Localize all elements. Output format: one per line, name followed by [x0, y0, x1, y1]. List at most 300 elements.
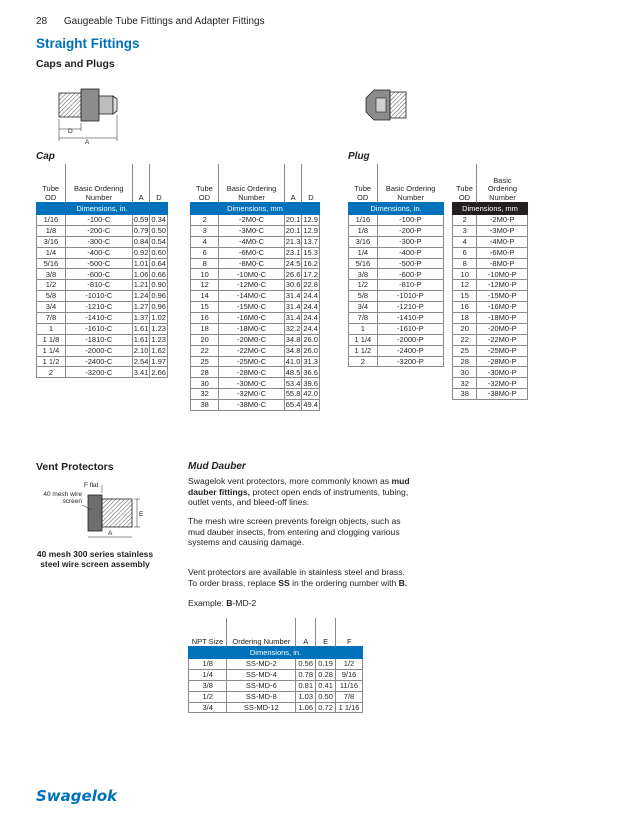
table-cell: 18	[191, 323, 219, 334]
table-cell: -32M0-C	[219, 389, 284, 400]
table-cell: -2400-P	[377, 345, 443, 356]
table-cell: 10	[453, 269, 477, 280]
table-cell: -38M0-C	[219, 400, 284, 411]
table-cell: -2000-P	[377, 334, 443, 345]
table-cell: -300-P	[377, 236, 443, 247]
table-cell: 0.28	[316, 669, 336, 680]
table-header-row	[189, 618, 363, 647]
table-cell: -16M0-P	[477, 302, 528, 313]
table-cell: 1/8	[189, 659, 227, 670]
table-cell: 34.8	[285, 345, 301, 355]
page-number: 28	[36, 16, 48, 27]
table-row	[189, 680, 363, 691]
table-cell: 1.06	[296, 702, 316, 713]
table-cell: -14M0-C	[219, 291, 284, 302]
table-cell: 42.0	[303, 389, 318, 399]
table-cell: 1.23	[151, 334, 166, 344]
table-cell: -2M0-C	[219, 215, 284, 226]
table-cell: 53.4	[285, 378, 301, 388]
table-row	[37, 269, 168, 280]
table-body	[191, 203, 320, 411]
table-row	[191, 247, 320, 258]
table-cell: 2.66	[151, 367, 166, 377]
p1-text-end: protect open ends of instruments, tubing, outlet vents, and bleed-off lines.	[188, 486, 409, 508]
table-row	[453, 323, 528, 334]
table-cell: 11/16	[336, 680, 363, 691]
table-cell: SS-MD-2	[227, 659, 296, 670]
table-cell: 3/4	[37, 302, 66, 313]
dim-unit: in.	[413, 203, 422, 213]
subsection-title: Caps and Plugs	[36, 58, 115, 70]
table-cell: 0.59	[133, 215, 149, 225]
table-cell: -1010-C	[65, 291, 132, 302]
table-cell: 6	[453, 247, 477, 258]
table-cell: 16.2	[303, 258, 318, 268]
table-row	[37, 236, 168, 247]
dim-label: Dimensions,	[249, 647, 292, 657]
p3-bold-ss: SS	[278, 577, 290, 588]
table-row	[37, 302, 168, 313]
table-cell: 1/8	[37, 225, 66, 236]
table-row	[191, 367, 320, 378]
dim-label: Dimensions,	[227, 203, 269, 213]
table-cell: 32	[191, 389, 219, 400]
dimensions-row	[37, 203, 168, 215]
table-cell: 31.4	[285, 302, 301, 312]
col-a: A	[132, 164, 150, 203]
table-row	[453, 345, 528, 356]
table-row	[191, 313, 320, 324]
dim-label: Dimensions,	[76, 203, 118, 213]
table-cell: -25M0-C	[219, 356, 284, 367]
table-row	[191, 323, 320, 334]
table-cell: -100-P	[377, 215, 443, 226]
table-cell: 5/8	[349, 291, 378, 302]
table-cell: 1.21	[133, 280, 149, 290]
table-row	[37, 356, 168, 367]
table-row	[453, 291, 528, 302]
table-cell: 10	[191, 269, 219, 280]
table-cell: 1/2	[189, 691, 227, 702]
cap-tip-shape	[113, 96, 117, 114]
vent-thread-shape	[102, 499, 132, 527]
table-cell: -4M0-C	[219, 236, 284, 247]
table-cell: -1210-P	[377, 302, 443, 313]
table-cell: -3M0-C	[219, 225, 284, 236]
table-cell: -30M0-P	[477, 367, 528, 378]
cap-nut-shape	[59, 93, 81, 117]
table-row	[349, 247, 444, 258]
table-cell: 0.84	[133, 236, 149, 246]
table-cell: 1.61	[133, 324, 149, 334]
dimensions-row	[191, 203, 320, 215]
table-cell: 0.41	[316, 680, 336, 691]
table-row	[453, 356, 528, 367]
table-row	[349, 215, 444, 226]
table-cell: 1/2	[349, 280, 378, 291]
p1-text: Swagelok vent protectors, more commonly known as	[188, 476, 392, 486]
table-row	[191, 258, 320, 269]
table-cell: 1	[37, 323, 66, 334]
col-f: F	[336, 618, 363, 647]
table-cell: 5/8	[37, 291, 66, 302]
table-cell: 3/4	[349, 302, 378, 313]
table-cell: -600-C	[65, 269, 132, 280]
table-cell: 2	[191, 215, 219, 226]
table-header-row	[37, 164, 168, 203]
table-row	[349, 302, 444, 313]
cap-dim-d-label: D	[68, 128, 73, 135]
table-cell: 36.6	[303, 367, 318, 377]
table-cell: 1 1/8	[37, 334, 66, 345]
mud-dauber-paragraph-1	[188, 476, 413, 508]
table-cell: -22M0-C	[219, 345, 284, 356]
table-cell: 1.24	[133, 291, 149, 301]
table-cell: 1 1/4	[349, 334, 378, 345]
table-cell: -15M0-C	[219, 302, 284, 313]
cap-hex-shape	[81, 89, 99, 121]
col-tube-od: Tube OD	[354, 184, 372, 202]
dim-unit: mm	[270, 203, 283, 213]
table-cell: 1/2	[37, 280, 66, 291]
table-cell: -12M0-P	[477, 280, 528, 291]
table-cell: 1.97	[151, 356, 166, 366]
table-cell: 1.06	[133, 269, 149, 279]
table-cell: SS-MD-12	[227, 702, 296, 713]
table-row	[453, 334, 528, 345]
table-cell: -2000-C	[65, 345, 132, 356]
mud-dauber-paragraph-2: The mesh wire screen prevents foreign objects, such as mud dauber insects, from entering and clogging various systems and causing damage.	[188, 516, 401, 548]
table-row	[37, 215, 168, 226]
table-row	[349, 258, 444, 269]
dim-label: Dimensions,	[462, 203, 504, 213]
table-cell: -4M0-P	[477, 236, 528, 247]
table-cell: 0.78	[296, 669, 316, 680]
col-e: E	[316, 618, 336, 647]
example-label: Example:	[188, 598, 227, 608]
table-row	[349, 225, 444, 236]
table-cell: 28	[453, 356, 477, 367]
table-cell: 0.34	[151, 215, 166, 225]
table-cell: -12M0-C	[219, 280, 284, 291]
table-row	[191, 345, 320, 356]
table-cell: 0.54	[151, 236, 166, 246]
table-cell: 0.50	[316, 691, 336, 702]
table-row	[453, 378, 528, 389]
table-cell: -28M0-P	[477, 356, 528, 367]
table-cell: 26.6	[285, 269, 301, 279]
table-row	[191, 291, 320, 302]
table-cell: -8M0-C	[219, 258, 284, 269]
table-cell: 1	[349, 323, 378, 334]
table-cell: -38M0-P	[477, 389, 528, 400]
table-cell: 24.4	[303, 324, 318, 334]
dim-unit: in.	[119, 203, 128, 213]
table-cell: 25	[453, 345, 477, 356]
table-row	[189, 702, 363, 713]
table-cell: -15M0-P	[477, 291, 528, 302]
table-cell: 7/8	[336, 691, 363, 702]
table-cell: -20M0-C	[219, 334, 284, 345]
table-cell: 4	[191, 236, 219, 247]
table-row	[349, 280, 444, 291]
table-cell: 39.6	[303, 378, 318, 388]
table-cell: -10M0-P	[477, 269, 528, 280]
table-cell: -1210-C	[65, 302, 132, 313]
table-cell: 12.9	[303, 226, 318, 236]
mud-dauber-paragraph-3	[188, 567, 413, 588]
table-cell: 1.37	[133, 313, 149, 323]
table-cell: 1.01	[133, 258, 149, 268]
table-cell: 0.79	[133, 226, 149, 236]
table-row	[189, 659, 363, 670]
table-cell: 3	[453, 225, 477, 236]
table-row	[189, 691, 363, 702]
table-cell: 23.1	[285, 247, 301, 257]
table-cell: 8	[453, 258, 477, 269]
table-cell: -18M0-C	[219, 323, 284, 334]
table-cell: -400-C	[65, 247, 132, 258]
table-cell: 24.4	[303, 291, 318, 301]
col-ordering: Basic Ordering Number	[377, 164, 443, 203]
col-a: A	[284, 164, 302, 203]
table-row	[37, 258, 168, 269]
table-cell: 20	[453, 323, 477, 334]
table-cell: -810-C	[65, 280, 132, 291]
vent-diagram	[36, 477, 156, 545]
table-cell: -25M0-P	[477, 345, 528, 356]
table-cell: 0.81	[296, 680, 316, 691]
table-cell: -3200-C	[65, 367, 132, 378]
table-cell: 20.1	[285, 215, 301, 225]
table-cell: 1/16	[349, 215, 378, 226]
dimensions-row	[189, 647, 363, 659]
cap-diagram	[55, 83, 130, 145]
table-row	[37, 247, 168, 258]
table-cell: -32M0-P	[477, 378, 528, 389]
table-header-row	[349, 164, 444, 203]
table-row	[191, 378, 320, 389]
table-cell: SS-MD-8	[227, 691, 296, 702]
table-cell: 7/8	[37, 313, 66, 324]
table-row	[37, 225, 168, 236]
cap-metric-table	[190, 164, 320, 411]
table-cell: 3.41	[133, 367, 149, 377]
table-header-row	[453, 164, 528, 203]
table-cell: 1/4	[189, 669, 227, 680]
table-cell: -100-C	[65, 215, 132, 226]
dim-unit: in.	[293, 647, 302, 657]
table-cell: 4	[453, 236, 477, 247]
table-cell: 5/16	[37, 258, 66, 269]
table-cell: 30	[453, 367, 477, 378]
table-cell: -1810-C	[65, 334, 132, 345]
table-cell: 1.27	[133, 302, 149, 312]
p1-bold: mud dauber fittings,	[188, 476, 410, 497]
col-ordering: Basic Ordering Number	[219, 164, 284, 203]
table-body	[349, 203, 444, 367]
table-cell: 31.4	[285, 313, 301, 323]
table-row	[349, 291, 444, 302]
table-cell: 34.8	[285, 334, 301, 344]
table-row	[349, 323, 444, 334]
col-ordering: Ordering Number	[227, 618, 296, 647]
table-row	[191, 302, 320, 313]
table-row	[37, 345, 168, 356]
vent-hex-shape	[88, 495, 102, 531]
table-cell: 31.4	[285, 291, 301, 301]
table-cell: -200-P	[377, 225, 443, 236]
section-title: Straight Fittings	[36, 36, 140, 51]
table-cell: 1.61	[133, 334, 149, 344]
mud-dauber-title: Mud Dauber	[188, 461, 246, 472]
table-cell: -500-C	[65, 258, 132, 269]
table-cell: 2	[349, 356, 378, 367]
table-cell: 15	[453, 291, 477, 302]
plug-diagram	[360, 84, 412, 126]
table-cell: 15	[191, 302, 219, 313]
table-row	[349, 345, 444, 356]
table-cell: -1010-P	[377, 291, 443, 302]
table-cell: 0.19	[316, 659, 336, 670]
table-cell: 12	[453, 280, 477, 291]
table-row	[349, 356, 444, 367]
table-body	[37, 203, 168, 378]
table-cell: 20	[191, 334, 219, 345]
table-cell: -200-C	[65, 225, 132, 236]
table-cell: -28M0-C	[219, 367, 284, 378]
col-tube-od: Tube OD	[196, 184, 213, 202]
table-cell: 0.66	[151, 269, 166, 279]
table-cell: 18	[453, 313, 477, 324]
table-cell: 41.0	[285, 356, 301, 366]
vent-protectors-title: Vent Protectors	[36, 461, 114, 473]
table-cell: 1/8	[349, 225, 378, 236]
table-row	[453, 367, 528, 378]
table-cell: 16	[453, 302, 477, 313]
table-cell: 49.4	[303, 400, 318, 410]
table-row	[453, 258, 528, 269]
table-cell: -3M0-P	[477, 225, 528, 236]
table-cell: 32.2	[285, 324, 301, 334]
col-d: D	[150, 164, 168, 203]
table-row	[349, 313, 444, 324]
table-cell: 1 1/4	[37, 345, 66, 356]
table-cell: 0.72	[316, 702, 336, 713]
table-cell: 1/4	[349, 247, 378, 258]
table-cell: -2400-C	[65, 356, 132, 367]
p3-text-mid: in the ordering number with	[289, 577, 399, 588]
plug-label: Plug	[348, 151, 370, 162]
table-cell: 5/16	[349, 258, 378, 269]
table-row	[349, 236, 444, 247]
table-cell: 24.5	[285, 258, 301, 268]
table-cell: 1 1/2	[349, 345, 378, 356]
table-body	[189, 647, 363, 713]
table-cell: 3/16	[349, 236, 378, 247]
table-cell: 1.62	[151, 345, 166, 355]
table-cell: 1/2	[336, 659, 363, 670]
plug-thread-shape	[390, 92, 406, 118]
table-cell: 38	[453, 389, 477, 400]
table-cell: 25	[191, 356, 219, 367]
table-cell: 26.0	[303, 334, 318, 344]
table-cell: -6M0-C	[219, 247, 284, 258]
table-cell: 28	[191, 367, 219, 378]
col-d: D	[302, 164, 320, 203]
col-tube-od: Tube OD	[456, 184, 473, 202]
table-row	[453, 302, 528, 313]
table-cell: 24.4	[303, 313, 318, 323]
table-body	[453, 203, 528, 400]
table-header-row	[191, 164, 320, 203]
table-cell: 30	[191, 378, 219, 389]
table-cell: -6M0-P	[477, 247, 528, 258]
page-header	[36, 16, 265, 27]
table-cell: 15.3	[303, 247, 318, 257]
col-tube-od: Tube OD	[42, 184, 60, 202]
table-cell: 48.5	[285, 367, 301, 377]
example-rest: -MD-2	[232, 598, 257, 608]
header-title: Gaugeable Tube Fittings and Adapter Fittings	[63, 16, 265, 27]
table-cell: 12.9	[303, 215, 318, 225]
table-cell: -1610-P	[377, 323, 443, 334]
table-cell: 32	[453, 378, 477, 389]
table-cell: 22	[453, 334, 477, 345]
table-row	[453, 280, 528, 291]
plug-body-shape	[376, 98, 386, 112]
table-row	[189, 669, 363, 680]
col-a: A	[296, 618, 316, 647]
table-cell: -600-P	[377, 269, 443, 280]
table-row	[191, 334, 320, 345]
table-cell: -16M0-C	[219, 313, 284, 324]
table-cell: -18M0-P	[477, 313, 528, 324]
table-cell: -500-P	[377, 258, 443, 269]
table-row	[453, 313, 528, 324]
table-row	[349, 269, 444, 280]
p3-bold-b: B.	[398, 577, 408, 588]
table-cell: 8	[191, 258, 219, 269]
table-row	[37, 313, 168, 324]
table-cell: 0.64	[151, 258, 166, 268]
table-cell: 20.1	[285, 226, 301, 236]
table-row	[453, 269, 528, 280]
table-cell: 0.96	[151, 302, 166, 312]
plug-metric-table	[452, 164, 528, 400]
table-row	[191, 389, 320, 400]
table-cell: -20M0-P	[477, 323, 528, 334]
vent-a-label: A	[108, 530, 113, 537]
table-cell: -300-C	[65, 236, 132, 247]
table-row	[191, 215, 320, 226]
table-row	[453, 236, 528, 247]
table-cell: 0.50	[151, 226, 166, 236]
table-row	[37, 334, 168, 345]
table-row	[453, 215, 528, 226]
table-row	[453, 225, 528, 236]
table-cell: 22.8	[303, 280, 318, 290]
table-row	[191, 400, 320, 411]
table-cell: 0.90	[151, 280, 166, 290]
table-row	[191, 225, 320, 236]
table-row	[37, 323, 168, 334]
table-row	[37, 367, 168, 378]
vent-caption: 40 mesh 300 series stainless steel wire screen assembly	[36, 549, 154, 569]
table-cell: 17.2	[303, 269, 318, 279]
table-cell: 1.03	[296, 691, 316, 702]
table-row	[453, 389, 528, 400]
